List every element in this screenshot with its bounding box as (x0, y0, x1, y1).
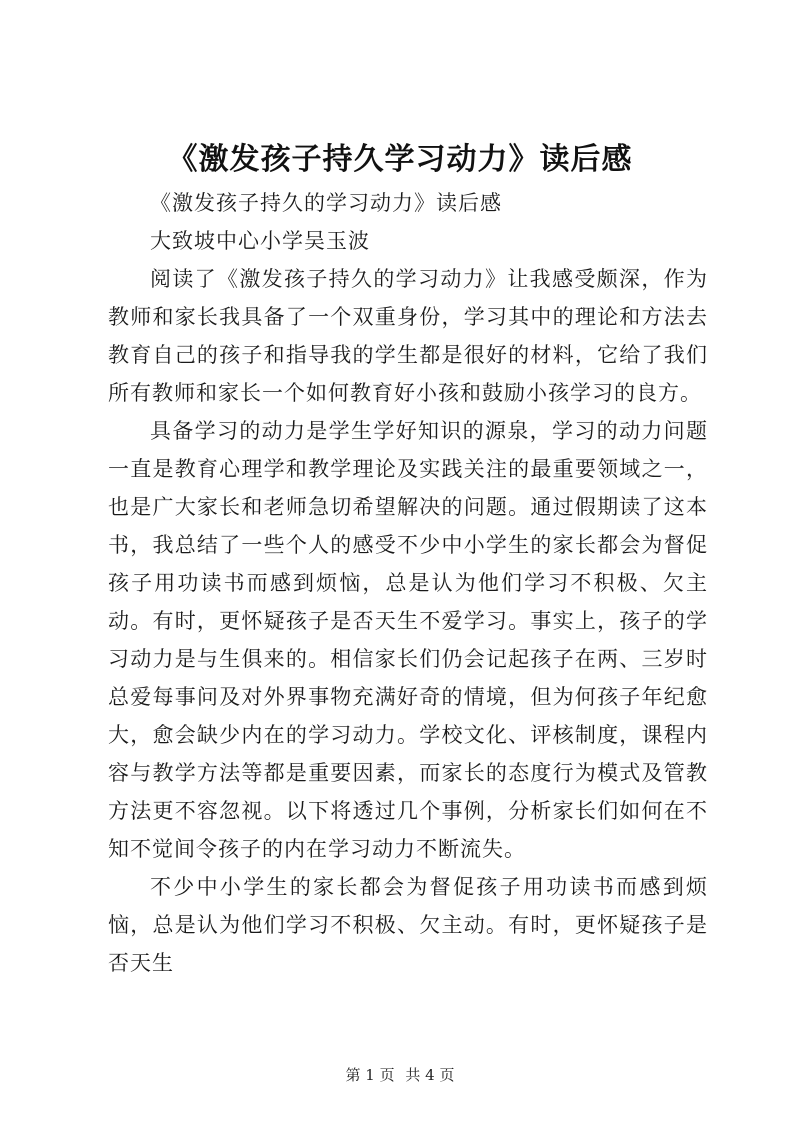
page-footer (0, 1065, 800, 1085)
page-number: 第 1 页 (345, 1066, 395, 1084)
body-paragraph-3: 不少中小学生的家长都会为督促孩子用功读书而感到烦恼，总是认为他们学习不积极、欠主动。有时，更怀疑孩子是否天生 (108, 875, 708, 975)
page-total: 共 4 页 (405, 1066, 455, 1084)
document-title: 《激发孩子持久学习动力》读后感 (167, 142, 633, 177)
body-paragraph-1: 阅读了《激发孩子持久的学习动力》让我感受颇深，作为教师和家长我具备了一个双重身份，学习其中的理论和方法去教育自己的孩子和指导我的学生都是很好的材料，它给了我们所有教师和家长一个如何教育好小孩和鼓励小孩学习的良方。 (108, 267, 708, 405)
author-paragraph: 大致坡中心小学吴玉波 (150, 229, 370, 253)
document-body (108, 184, 708, 982)
body-paragraph-2: 具备学习的动力是学生学好知识的源泉，学习的动力问题一直是教育心理学和教学理论及实践关注的最重要领域之一，也是广大家长和老师急切希望解决的问题。通过假期读了这本书，我总结了一些个人的感受不少中小学生的家长都会为督促孩子用功读书而感到烦恼，总是认为他们学习不积极、欠主动。有时，更怀疑孩子是否天生不爱学习。事实上，孩子的学习动力是与生俱来的。相信家长们仍会记起孩子在两、三岁时总爱每事问及对外界事物充满好奇的情境，但为何孩子年纪愈大，愈会缺少内在的学习动力。学校文化、评核制度，课程内容与教学方法等都是重要因素，而家长的态度行为模式及管教方法更不容忽视。以下将透过几个事例，分析家长们如何在不知不觉间令孩子的内在学习动力不断流失。 (108, 419, 708, 861)
subtitle-paragraph: 《激发孩子持久的学习动力》读后感 (150, 191, 502, 215)
